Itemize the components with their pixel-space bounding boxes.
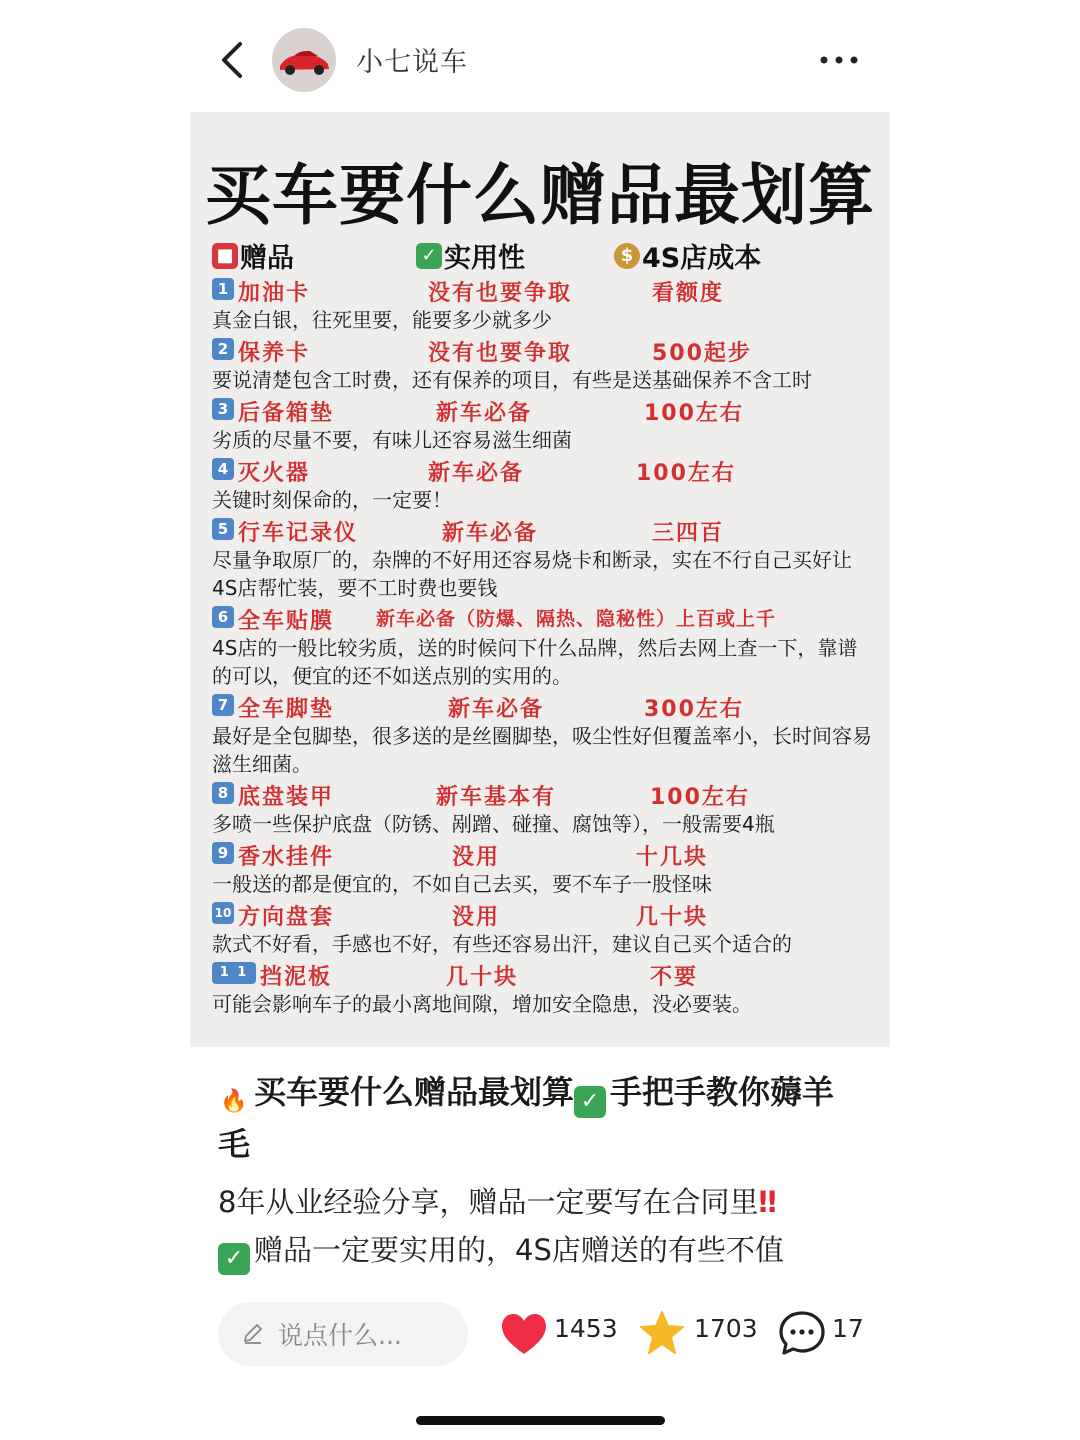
item-name: 香水挂件 xyxy=(238,845,335,870)
list-item xyxy=(212,604,872,634)
item-practical: 没有也要争取 xyxy=(428,341,573,366)
item-description: 款式不好看，手感也不好，有些还容易出汗，建议自己买个适合的 xyxy=(212,932,792,956)
list-item xyxy=(212,900,872,930)
item-practical: 几十块 xyxy=(446,965,519,990)
item-name: 底盘装甲 xyxy=(238,785,335,810)
post-line-1 xyxy=(218,1178,858,1226)
item-name: 保养卡 xyxy=(238,341,311,366)
item-name: 行车记录仪 xyxy=(238,521,359,546)
number-badge: 5 xyxy=(212,518,234,540)
item-name: 方向盘套 xyxy=(238,905,335,930)
star-count: 1703 xyxy=(694,1314,758,1343)
item-practical: 没用 xyxy=(452,905,501,930)
item-cost: 100左右 xyxy=(650,785,750,810)
item-name: 后备箱垫 xyxy=(238,401,335,426)
item-cost: 300左右 xyxy=(644,697,744,722)
list-item xyxy=(212,692,872,722)
column-cost-label: 4S店成本 xyxy=(642,243,762,274)
item-description: 尽量争取原厂的，杂牌的不好用还容易烧卡和断录，实在不行自己买好让4S店帮忙装，要不工时费也要钱 xyxy=(212,548,852,600)
post-title-part-b: 手把手教你薅羊毛 xyxy=(218,1073,835,1163)
item-name: 全车脚垫 xyxy=(238,697,335,722)
item-cost: 十几块 xyxy=(636,845,709,870)
heart-icon[interactable] xyxy=(500,1312,548,1356)
double-exclamation-icon: ‼ xyxy=(758,1185,777,1219)
check-icon: ✓ xyxy=(218,1243,250,1275)
star-icon[interactable] xyxy=(638,1310,686,1356)
card-title: 买车要什么赠品最划算 xyxy=(205,157,875,234)
column-header-cost xyxy=(614,236,761,275)
author-name[interactable]: 小七说车 xyxy=(356,47,468,78)
red-car-icon xyxy=(272,28,336,92)
number-badge: 1 xyxy=(212,278,234,300)
column-header-gift xyxy=(212,236,294,275)
item-cost: 几十块 xyxy=(636,905,709,930)
number-badge: 7 xyxy=(212,694,234,716)
number-badge: 3 xyxy=(212,398,234,420)
number-badge: 2 xyxy=(212,338,234,360)
comment-input[interactable] xyxy=(218,1302,468,1366)
item-description: 关键时刻保命的，一定要！ xyxy=(212,488,452,512)
list-item xyxy=(212,516,872,546)
list-item xyxy=(212,780,872,810)
item-cost: 三四百 xyxy=(652,521,725,546)
item-name: 全车贴膜 xyxy=(238,609,335,634)
item-description: 4S店的一般比较劣质，送的时候问下什么品牌，然后去网上查一下，靠谱的可以，便宜的还不如送点别的实用的。 xyxy=(212,636,858,688)
item-name: 挡泥板 xyxy=(260,965,333,990)
back-arrow-icon[interactable] xyxy=(212,38,256,82)
number-badge: 8 xyxy=(212,782,234,804)
home-indicator xyxy=(416,1416,665,1425)
comment-count: 17 xyxy=(832,1314,864,1343)
item-description: 多喷一些保护底盘（防锈、剐蹭、碰撞、腐蚀等），一般需要4瓶 xyxy=(212,812,775,836)
item-practical: 没用 xyxy=(452,845,501,870)
item-description: 要说清楚包含工时费，还有保养的项目，有些是送基础保养不含工时 xyxy=(212,368,812,392)
number-badge: 10 xyxy=(212,902,234,924)
item-cost: 500起步 xyxy=(652,341,752,366)
item-description: 最好是全包脚垫，很多送的是丝圈脚垫，吸尘性好但覆盖率小，长时间容易滋生细菌。 xyxy=(212,724,872,776)
like-count: 1453 xyxy=(554,1314,618,1343)
list-item xyxy=(212,456,872,486)
item-practical: 没有也要争取 xyxy=(428,281,573,306)
item-practical: 新车基本有 xyxy=(436,785,557,810)
list-item xyxy=(212,336,872,366)
top-bar xyxy=(0,0,1080,112)
item-cost: 不要 xyxy=(650,965,699,990)
check-icon: ✓ xyxy=(574,1086,606,1118)
money-bag-icon: $ xyxy=(614,243,640,269)
number-badge: 1 1 xyxy=(212,962,256,984)
post-body xyxy=(218,1178,858,1275)
column-practical-label: 实用性 xyxy=(444,243,525,274)
item-description: 可能会影响车子的最小离地间隙，增加安全隐患，没必要装。 xyxy=(212,992,752,1016)
author-avatar[interactable] xyxy=(272,28,336,92)
item-name: 加油卡 xyxy=(238,281,311,306)
item-name: 灭火器 xyxy=(238,461,311,486)
number-badge: 4 xyxy=(212,458,234,480)
item-practical: 新车必备 xyxy=(428,461,525,486)
item-cost: 100左右 xyxy=(636,461,736,486)
list-item xyxy=(212,276,872,306)
chat-icon[interactable] xyxy=(778,1310,826,1356)
column-header-practical xyxy=(416,236,525,275)
item-practical: 新车必备 xyxy=(436,401,533,426)
number-badge: 9 xyxy=(212,842,234,864)
item-description: 劣质的尽量不要，有味儿还容易滋生细菌 xyxy=(212,428,572,452)
list-item xyxy=(212,396,872,426)
item-cost: 100左右 xyxy=(644,401,744,426)
post-line-2 xyxy=(218,1226,858,1275)
comment-placeholder: 说点什么... xyxy=(278,1321,402,1350)
pen-icon xyxy=(242,1322,264,1344)
item-cost: 看额度 xyxy=(652,281,725,306)
post-line-1-text: 8年从业经验分享，赠品一定要写在合同里 xyxy=(218,1185,759,1219)
item-description: 一般送的都是便宜的，不如自己去买，要不车子一股怪味 xyxy=(212,872,712,896)
list-item xyxy=(212,960,872,990)
fire-icon: 🔥 xyxy=(220,1089,248,1114)
item-practical: 新车必备 xyxy=(442,521,539,546)
item-practical: 新车必备 xyxy=(448,697,545,722)
post-title-part-a: 买车要什么赠品最划算 xyxy=(254,1073,575,1111)
more-dots-icon[interactable] xyxy=(814,40,864,80)
post-title xyxy=(218,1066,858,1170)
number-badge: 6 xyxy=(212,606,234,628)
item-practical: 新车必备（防爆、隔热、隐秘性）上百或上千 xyxy=(376,608,777,630)
list-item xyxy=(212,840,872,870)
post-line-2-text: 赠品一定要实用的，4S店赠送的有些不值 xyxy=(254,1233,784,1267)
column-gift-label: 赠品 xyxy=(240,243,294,274)
post-image-card[interactable] xyxy=(190,112,890,1047)
item-description: 真金白银，往死里要，能要多少就多少 xyxy=(212,308,552,332)
check-icon: ✓ xyxy=(416,243,442,269)
gift-icon: ■ xyxy=(212,243,238,269)
